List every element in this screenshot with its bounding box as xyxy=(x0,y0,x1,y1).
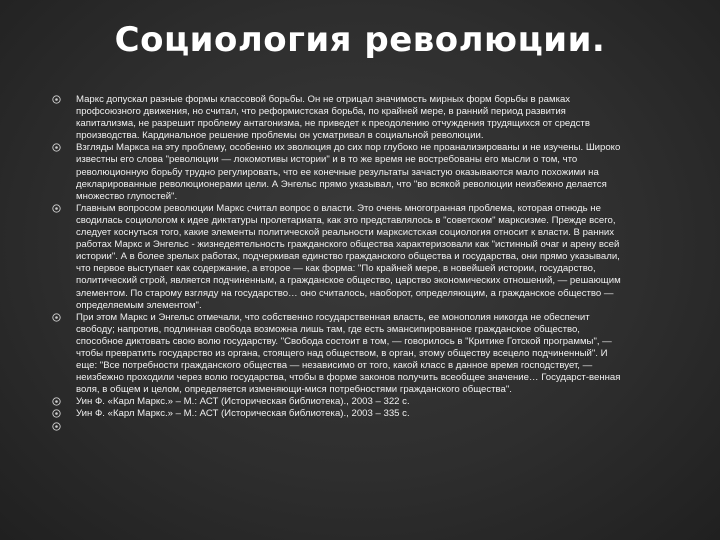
bullet-text: При этом Маркс и Энгельс отмечали, что собственно государственная власть, ее монополия никогда не обеспечит свободу; напротив, подлинная свобода возможна лишь там, где есть эмансипированное гражданское общество, способное диктовать свою волю государству. "Свобода состоит в том, — говорилось в "Критике Готской программы", — чтобы превратить государство из органа, стоящего над обществом, в орган, этому обществу всецело подчиненный". И еще: "Все потребности гражданского общества — независимо от того, какой класс в данное время господствует, — неизбежно проходили через волю государства, чтобы в форме законов получить всеобщее значение… Государст-венная воля, в общем и целом, определяется изменяющи-мися потребностями гражданского общества". xyxy=(76,311,621,396)
bullet-item xyxy=(52,312,622,397)
bullet-text: Взгляды Маркса на эту проблему, особенно их эволюция до сих пор глубоко не проанализированы и не изучены. Широко известны его слова "революции — локомотивы истории" и в то же время не востребованы его мысли о том, что революционную борьбу трудно регулировать, что ее конечные результаты зачастую оказываются мало похожими на декларированные революционерами цели. А Энгельс прямо указывал, что "во всякой революции неизбежно делается множество глупостей". xyxy=(76,142,621,202)
bullet-item xyxy=(52,408,622,420)
bullet-text: Уин Ф. «Карл Маркс.» – М.: АСТ (Историческая библиотека)., 2003 – 335 с. xyxy=(76,408,410,420)
bullet-item xyxy=(52,396,622,408)
circled-dot-icon xyxy=(52,313,61,322)
bullet-item xyxy=(52,142,622,202)
bullet-item xyxy=(52,94,622,142)
slide-title: Социология революции. xyxy=(114,20,606,60)
circled-dot-icon xyxy=(52,409,61,418)
bullet-list xyxy=(52,94,622,433)
circled-dot-icon xyxy=(52,397,61,406)
circled-dot-icon xyxy=(52,204,61,213)
circled-dot-icon xyxy=(52,143,61,152)
circled-dot-icon xyxy=(52,422,61,431)
bullet-text: Уин Ф. «Карл Маркс.» – М.: АСТ (Историческая библиотека)., 2003 – 322 с. xyxy=(76,396,410,408)
bullet-item xyxy=(52,203,622,312)
circled-dot-icon xyxy=(52,95,61,104)
bullet-text: Маркс допускал разные формы классовой борьбы. Он не отрицал значимость мирных форм борьбы в рамках профсоюзного движения, но считал, что реформистская борьба, по крайней мере, в ранний период развития капитализма, не разрешит проблему антагонизма, не приведет к преодолению отчуждения трудящихся от средств производства. Кардинальное решение проблемы он усматривал в социальной революции. xyxy=(76,94,590,142)
bullet-item xyxy=(52,421,622,433)
bullet-text: Главным вопросом революции Маркс считал вопрос о власти. Это очень многогранная проблема, которая отнюдь не сводилась социологом к идее диктатуры пролетариата, как это представлялось в "советском" марксизме. Прежде всего, следует коснуться того, какие элементы политической реальности марксистская социология относит к власти. В ранних работах Маркс и Энгельс - жизнедеятельность гражданского общества характеризовали как "истинный очаг и арену всей истории". А в более зрелых работах, подчеркивая единство гражданского общества и государства, они прямо указывали, что первое выступает как cодержание, а второе — как форма: "По крайней мере, в новейшей истории, государство, политический строй, является подчиненным, а гражданское общество, царство экономических отношений, — решающим элементом. По старому взгляду на государство… оно считалось, наоборот, определяющим, а гражданское общество — определяемым элементом". xyxy=(76,202,621,311)
